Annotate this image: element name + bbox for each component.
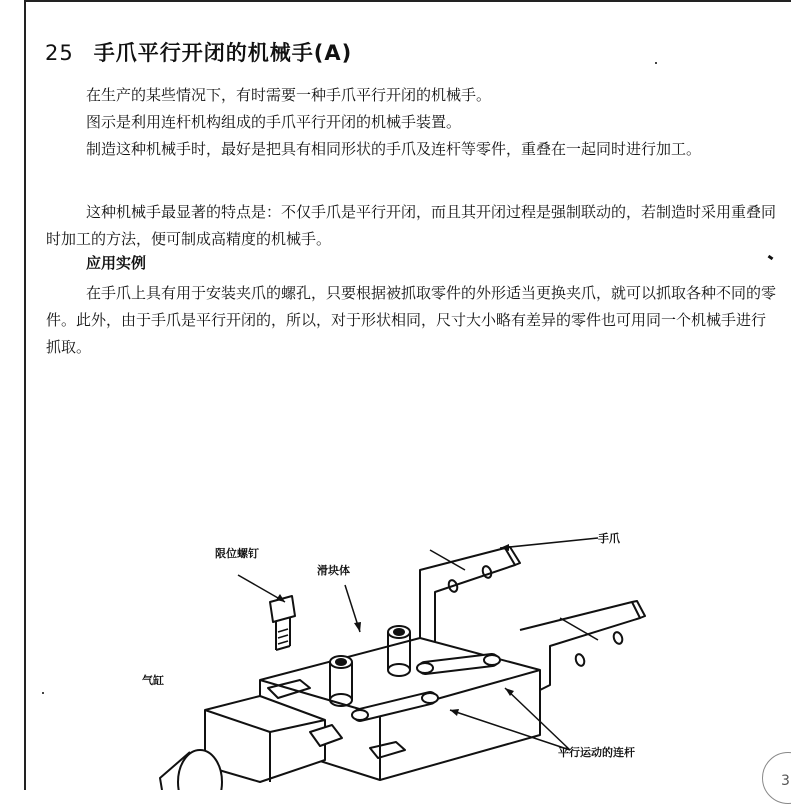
label-limit-screw: 限位螺钉 — [215, 547, 259, 560]
label-slider: 滑块体 — [317, 564, 350, 577]
paragraph-intro: 在生产的某些情况下，有时需要一种手爪平行开闭的机械手。 — [86, 86, 492, 104]
page-number-badge — [762, 752, 791, 804]
page-top-border — [24, 0, 791, 7]
scan-speck — [655, 62, 657, 64]
label-parallel-links: 平行运动的连杆 — [558, 746, 635, 759]
leader-gripper — [500, 538, 598, 548]
upper-gripper-jaw — [420, 548, 515, 648]
section-title — [45, 37, 352, 67]
paragraph-manufacturing: 制造这种机械手时，最好是把具有相同形状的手爪及连杆等零件，重叠在一起同时进行加工。 — [86, 140, 702, 158]
scan-mark — [768, 255, 774, 260]
scan-speck — [42, 692, 44, 694]
label-gripper: 手爪 — [598, 532, 620, 545]
section-title-text: 手爪平行开闭的机械手(A) — [93, 41, 353, 65]
paragraph-application: 在手爪上具有用于安装夹爪的螺孔，只要根据被抓取零件的外形适当更换夹爪，就可以抓取各种不同的零件。此外，由于手爪是平行开闭的，所以，对于形状相同，尺寸大小略有差异的零件也可用同一个机械手进行抓取。 — [46, 284, 777, 356]
gripper-figure — [120, 520, 680, 790]
paragraph-figure-description: 图示是利用连杆机构组成的手爪平行开闭的机械手装置。 — [86, 113, 462, 131]
paragraph-features: 这种机械手最显著的特点是：不仅手爪是平行开闭，而且其开闭过程是强制联动的，若制造时采用重叠同时加工的方法，便可制成高精度的机械手。 — [46, 203, 777, 248]
section-number: 25 — [45, 41, 74, 65]
application-heading: 应用实例 — [86, 254, 147, 272]
page-left-border — [24, 0, 26, 790]
page-number: 3 — [781, 773, 790, 789]
limit-screw — [270, 596, 295, 650]
label-cylinder: 气缸 — [142, 674, 164, 687]
